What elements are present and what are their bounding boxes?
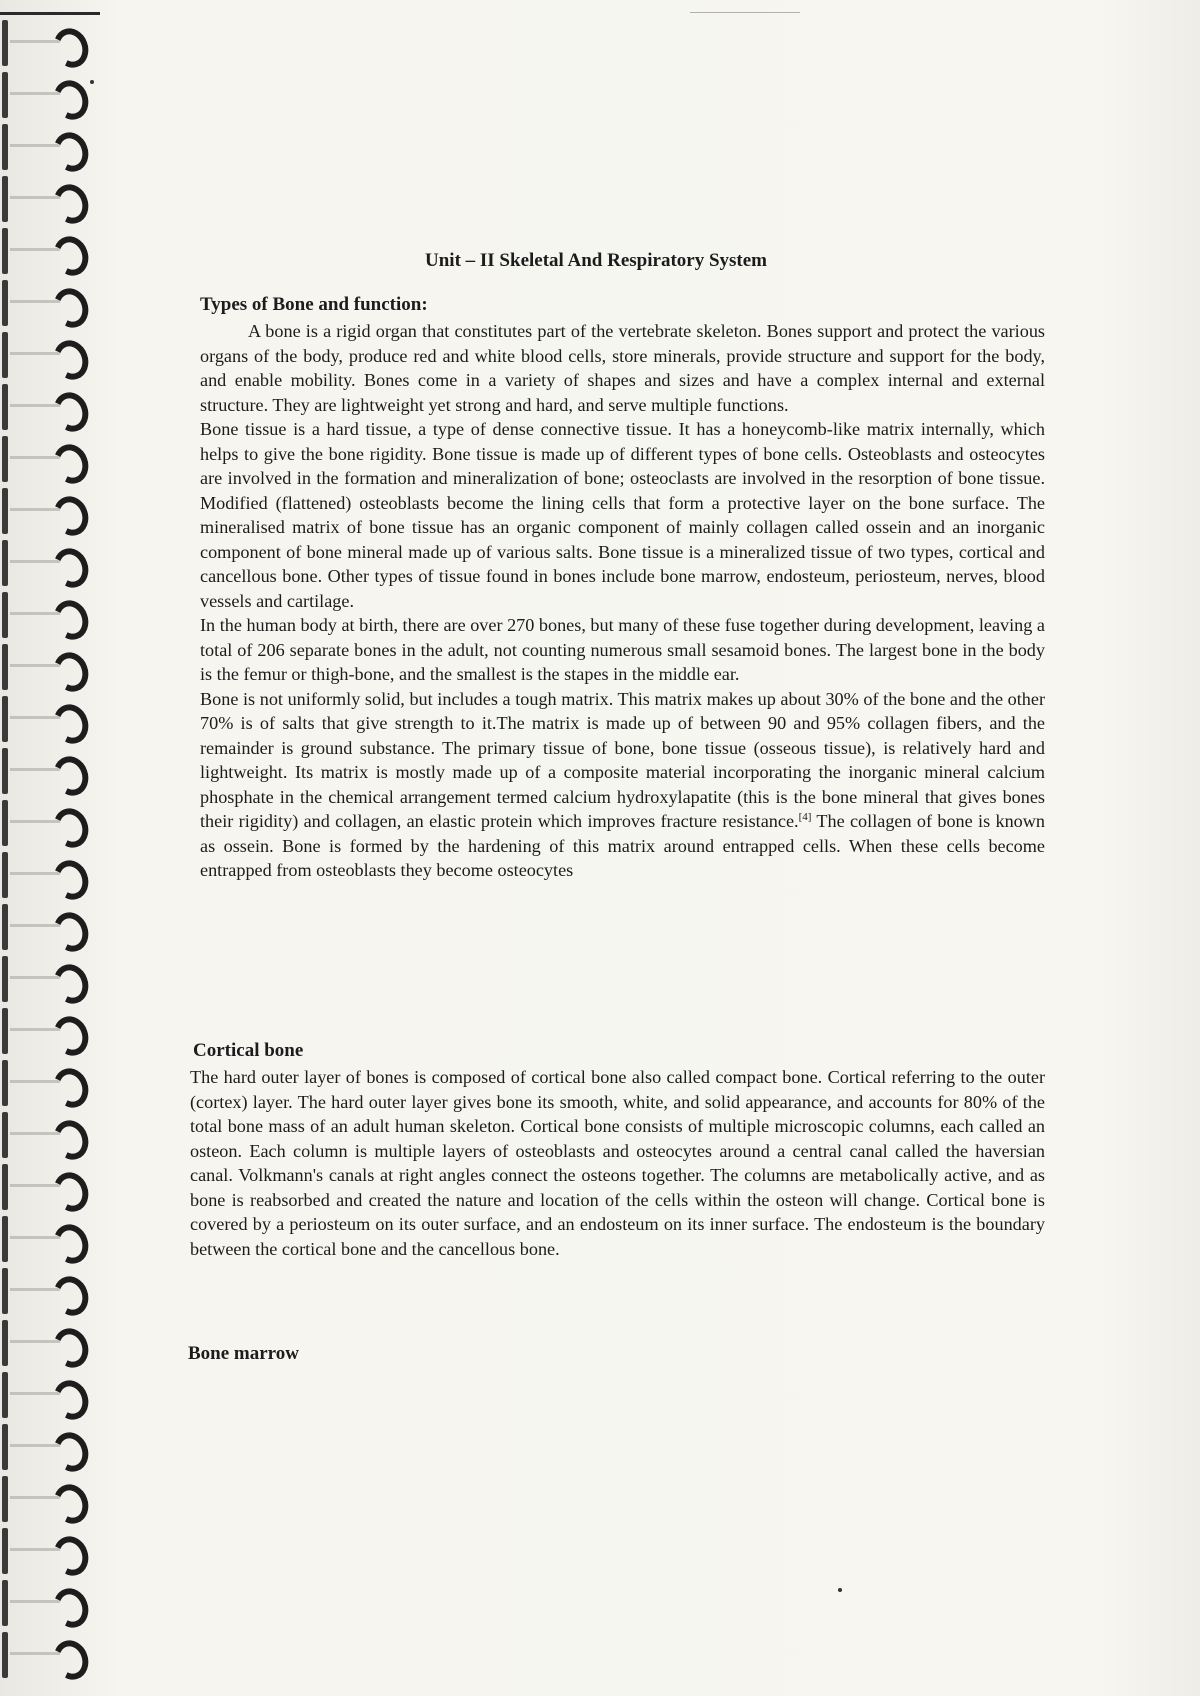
- binding-coil: [0, 800, 110, 850]
- binding-coil: [0, 176, 110, 226]
- binding-coil: [0, 644, 110, 694]
- binding-coil: [0, 592, 110, 642]
- binding-coil: [0, 1008, 110, 1058]
- binding-coil: [0, 1528, 110, 1578]
- paragraph: [200, 687, 1045, 883]
- section-body: [200, 319, 1045, 883]
- binding-coil: [0, 1164, 110, 1214]
- binding-coil: [0, 332, 110, 382]
- scan-speck: [838, 1588, 842, 1592]
- paragraph: Bone tissue is a hard tissue, a type of dense connective tissue. It has a honeycomb-like matrix internally, which helps to give the bone rigidity. Bone tissue is made up of different types of bone cells. Osteoblasts and osteocytes are involved in the formation and mineralization of bone; osteoclasts are involved in the resorption of bone tissue. Modified (flattened) osteoblasts become the lining cells that form a protective layer on the bone surface. The mineralised matrix of bone tissue has an organic component of mainly collagen called ossein and an inorganic component of bone mineral made up of various salts. Bone tissue is a mineralized tissue of two types, cortical and cancellous bone. Other types of tissue found in bones include bone marrow, endosteum, periosteum, nerves, blood vessels and cartilage.: [200, 419, 1045, 611]
- binding-coil: [0, 1580, 110, 1630]
- binding-coil: [0, 852, 110, 902]
- binding-coil: [0, 1632, 110, 1682]
- spiral-binding: [0, 20, 110, 1680]
- binding-coil: [0, 696, 110, 746]
- page-title: Unit – II Skeletal And Respiratory System: [425, 250, 768, 271]
- binding-coil: [0, 1372, 110, 1422]
- citation-marker: [4]: [798, 810, 812, 823]
- binding-coil: [0, 956, 110, 1006]
- binding-coil: [0, 904, 110, 954]
- scan-speck: [90, 80, 94, 84]
- binding-coil: [0, 72, 110, 122]
- binding-coil: [0, 540, 110, 590]
- binding-coil: [0, 1112, 110, 1162]
- binding-coil: [0, 436, 110, 486]
- paragraph: In the human body at birth, there are over 270 bones, but many of these fuse together during development, leaving a total of 206 separate bones in the adult, not counting numerous small sesamoid bones. The largest bone in the body is the femur or thigh-bone, and the smallest is the stapes in the middle ear.: [200, 615, 1045, 684]
- binding-coil: [0, 1060, 110, 1110]
- top-rule-faint: [690, 12, 800, 13]
- top-rule: [0, 12, 100, 15]
- paragraph: The hard outer layer of bones is composed of cortical bone also called compact bone. Cortical referring to the outer (cortex) layer. The hard outer layer gives bone its smooth, white, and solid appearance, and accounts for 80% of the total bone mass of an adult human skeleton. Cortical bone consists of multiple microscopic columns, each called an osteon. Each column is multiple layers of osteoblasts and osteocytes around a central canal called the haversian canal. Volkmann's canals at right angles connect the osteons together. The columns are metabolically active, and as bone is reabsorbed and created the nature and location of the cells within the osteon will change. Cortical bone is covered by a periosteum on its outer surface, and an endosteum on its inner surface. The endosteum is the boundary between the cortical bone and the cancellous bone.: [190, 1067, 1045, 1259]
- section-body: [190, 1065, 1045, 1261]
- binding-coil: [0, 1320, 110, 1370]
- binding-coil: [0, 1216, 110, 1266]
- binding-coil: [0, 1476, 110, 1526]
- paragraph-text: The collagen of bone is known as ossein. Bone is formed by the hardening of this matrix around entrapped cells. When these cells become entrapped from osteoblasts they become osteocytes: [200, 811, 1046, 880]
- binding-coil: [0, 1424, 110, 1474]
- binding-coil: [0, 280, 110, 330]
- paragraph: A bone is a rigid organ that constitutes part of the vertebrate skeleton. Bones support and protect the various organs of the body, produce red and white blood cells, store minerals, provide structure and support for the body, and enable mobility. Bones come in a variety of shapes and sizes and have a complex internal and external structure. They are lightweight yet strong and hard, and serve multiple functions.: [200, 321, 1045, 415]
- section-heading: Bone marrow: [188, 1343, 299, 1364]
- binding-coil: [0, 228, 110, 278]
- binding-coil: [0, 20, 110, 70]
- section-heading: Cortical bone: [193, 1040, 304, 1061]
- binding-coil: [0, 748, 110, 798]
- paragraph-text: Bone is not uniformly solid, but includes a tough matrix. This matrix makes up about 30% of the bone and the other 70% is of salts that give strength to it.The matrix is made up of between 90 and 95% collagen fibers, and the remainder is ground substance. The primary tissue of bone, bone tissue (osseous tissue), is relatively hard and lightweight. Its matrix is mostly made up of a composite material incorporating the inorganic mineral calcium phosphate in the chemical arrangement termed calcium hydroxylapatite (this is the bone mineral that gives bones their rigidity) and collagen, an elastic protein which improves fracture resistance.: [200, 688, 1045, 831]
- section-heading: Types of Bone and function:: [200, 294, 428, 315]
- binding-coil: [0, 488, 110, 538]
- binding-coil: [0, 124, 110, 174]
- binding-coil: [0, 384, 110, 434]
- binding-coil: [0, 1268, 110, 1318]
